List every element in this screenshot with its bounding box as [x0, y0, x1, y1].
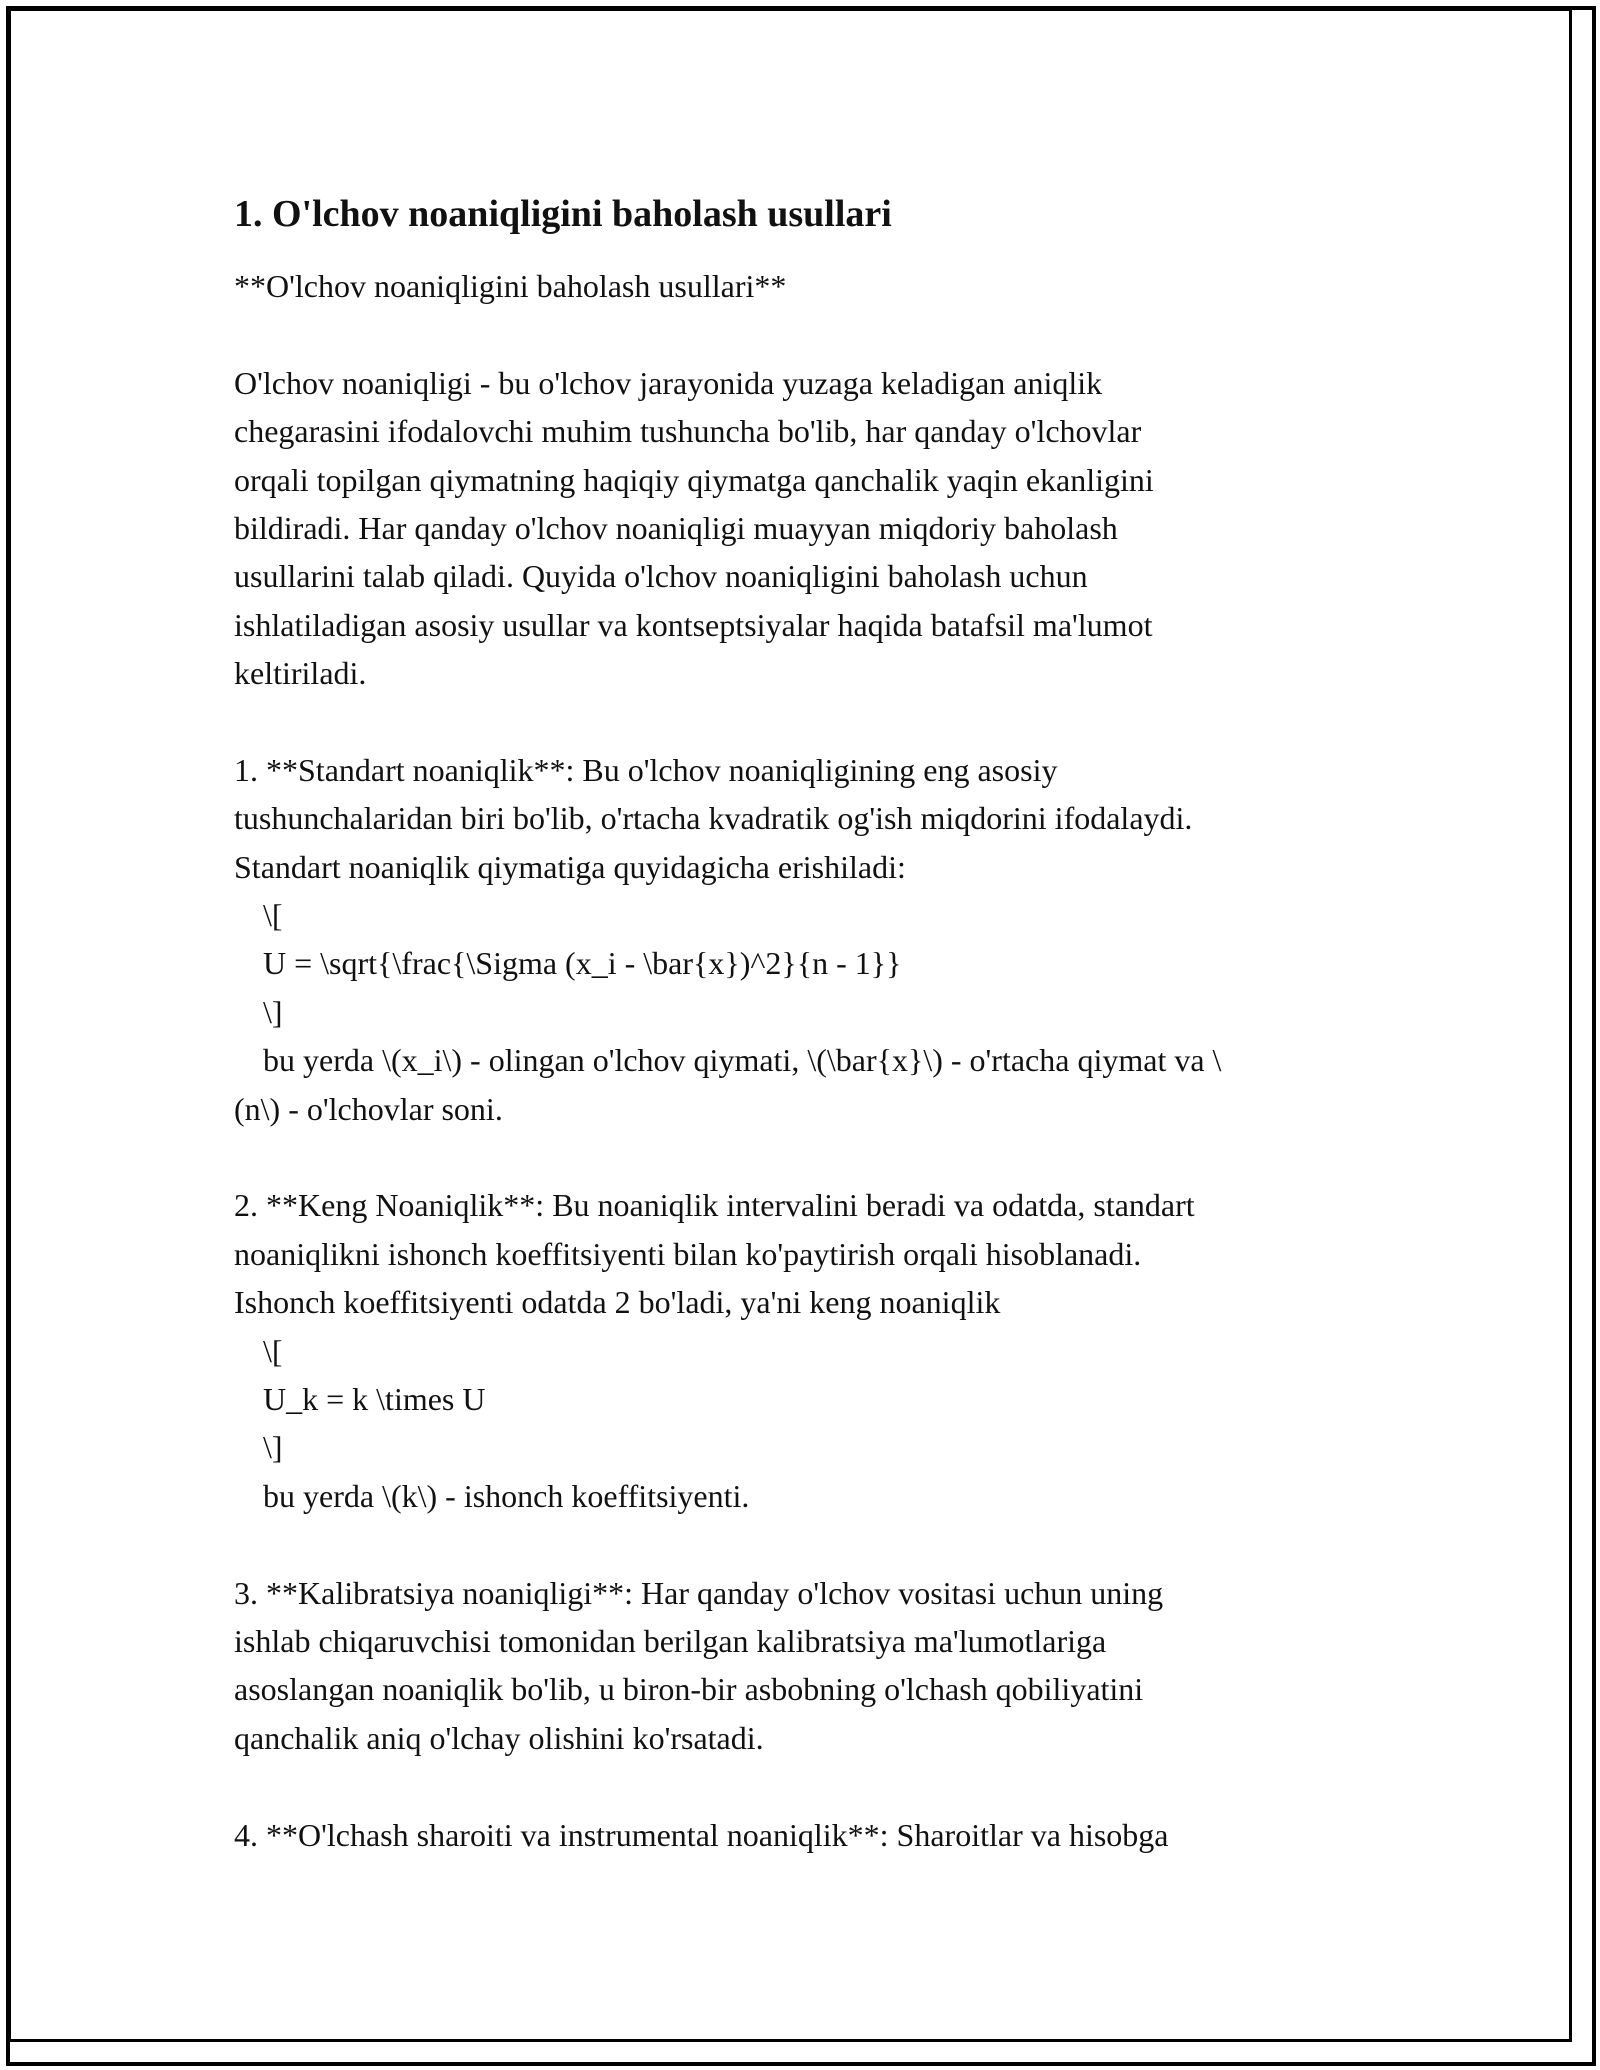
paragraph-gap	[234, 1762, 1374, 1810]
intro-line: bildiradi. Har qanday o'lchov noaniqligi muayyan miqdoriy baholash	[234, 509, 1118, 546]
item-line: 3. **Kalibratsiya noaniqligi**: Har qanday o'lchov vositasi uchun uning	[234, 1574, 1164, 1611]
intro-line: orqali topilgan qiymatning haqiqiy qiymatga qanchalik yaqin ekanligini	[234, 461, 1154, 498]
formula-note: bu yerda \(k\) - ishonch koeffitsiyenti.	[263, 1477, 750, 1514]
intro-line: keltiriladi.	[234, 655, 367, 692]
formula: U_k = k \times U	[263, 1380, 486, 1417]
formula: U = \sqrt{\frac{\Sigma (x_i - \bar{x})^2}{n - 1}}	[263, 945, 902, 982]
item-line: ishlab chiqaruvchisi tomonidan berilgan kalibratsiya ma'lumotlariga	[234, 1622, 1107, 1659]
formula-note: (n\) - o'lchovlar soni.	[234, 1090, 503, 1127]
paragraph-gap	[234, 1133, 1374, 1181]
item-line: tushunchalaridan biri bo'lib, o'rtacha kvadratik og'ish miqdorini ifodalaydi.	[234, 800, 1193, 837]
intro-line: usullarini talab qiladi. Quyida o'lchov noaniqligini baholash uchun	[234, 558, 1088, 595]
list-item-expanded-uncertainty	[234, 1181, 1374, 1520]
document-subtitle: **O'lchov noaniqligini baholash usullari**	[234, 268, 787, 304]
formula-close: \]	[263, 1429, 283, 1466]
formula-open: \[	[263, 1332, 283, 1369]
intro-paragraph	[234, 359, 1374, 698]
list-item-standard-uncertainty	[234, 746, 1374, 1133]
list-item-calibration-uncertainty	[234, 1569, 1374, 1763]
item-line: 2. **Keng Noaniqlik**: Bu noaniqlik intervalini beradi va odatda, standart	[234, 1187, 1195, 1224]
intro-line: O'lchov noaniqligi - bu o'lchov jarayonida yuzaga keladigan aniqlik	[234, 364, 1103, 401]
intro-line: ishlatiladigan asosiy usullar va kontseptsiyalar haqida batafsil ma'lumot	[234, 606, 1153, 643]
formula-close: \]	[263, 993, 283, 1030]
item-line: Ishonch koeffitsiyenti odatda 2 bo'ladi, ya'ni keng noaniqlik	[234, 1284, 1001, 1321]
paragraph-gap	[234, 698, 1374, 746]
formula-note: bu yerda \(x_i\) - olingan o'lchov qiymati, \(\bar{x}\) - o'rtacha qiymat va \	[263, 1042, 1222, 1079]
document-body	[234, 186, 1374, 1859]
document-title: 1. O'lchov noaniqligini baholash usullari	[234, 193, 892, 235]
item-line: Standart noaniqlik qiymatiga quyidagicha erishiladi:	[234, 848, 906, 885]
formula-open: \[	[263, 897, 283, 934]
item-line: noaniqlikni ishonch koeffitsiyenti bilan ko'paytirish orqali hisoblanadi.	[234, 1235, 1142, 1272]
intro-line: chegarasini ifodalovchi muhim tushuncha bo'lib, har qanday o'lchovlar	[234, 413, 1142, 450]
item-line: 1. **Standart noaniqlik**: Bu o'lchov noaniqligining eng asosiy	[234, 751, 1058, 788]
paragraph-gap	[234, 1520, 1374, 1568]
item-line: asoslangan noaniqlik bo'lib, u biron-bir asbobning o'lchash qobiliyatini	[234, 1671, 1144, 1708]
item-line: qanchalik aniq o'lchay olishini ko'rsatadi.	[234, 1719, 764, 1756]
list-item-instrumental-uncertainty	[234, 1811, 1374, 1859]
paragraph-gap	[234, 310, 1374, 358]
item-line: 4. **O'lchash sharoiti va instrumental noaniqlik**: Sharoitlar va hisobga	[234, 1816, 1169, 1853]
